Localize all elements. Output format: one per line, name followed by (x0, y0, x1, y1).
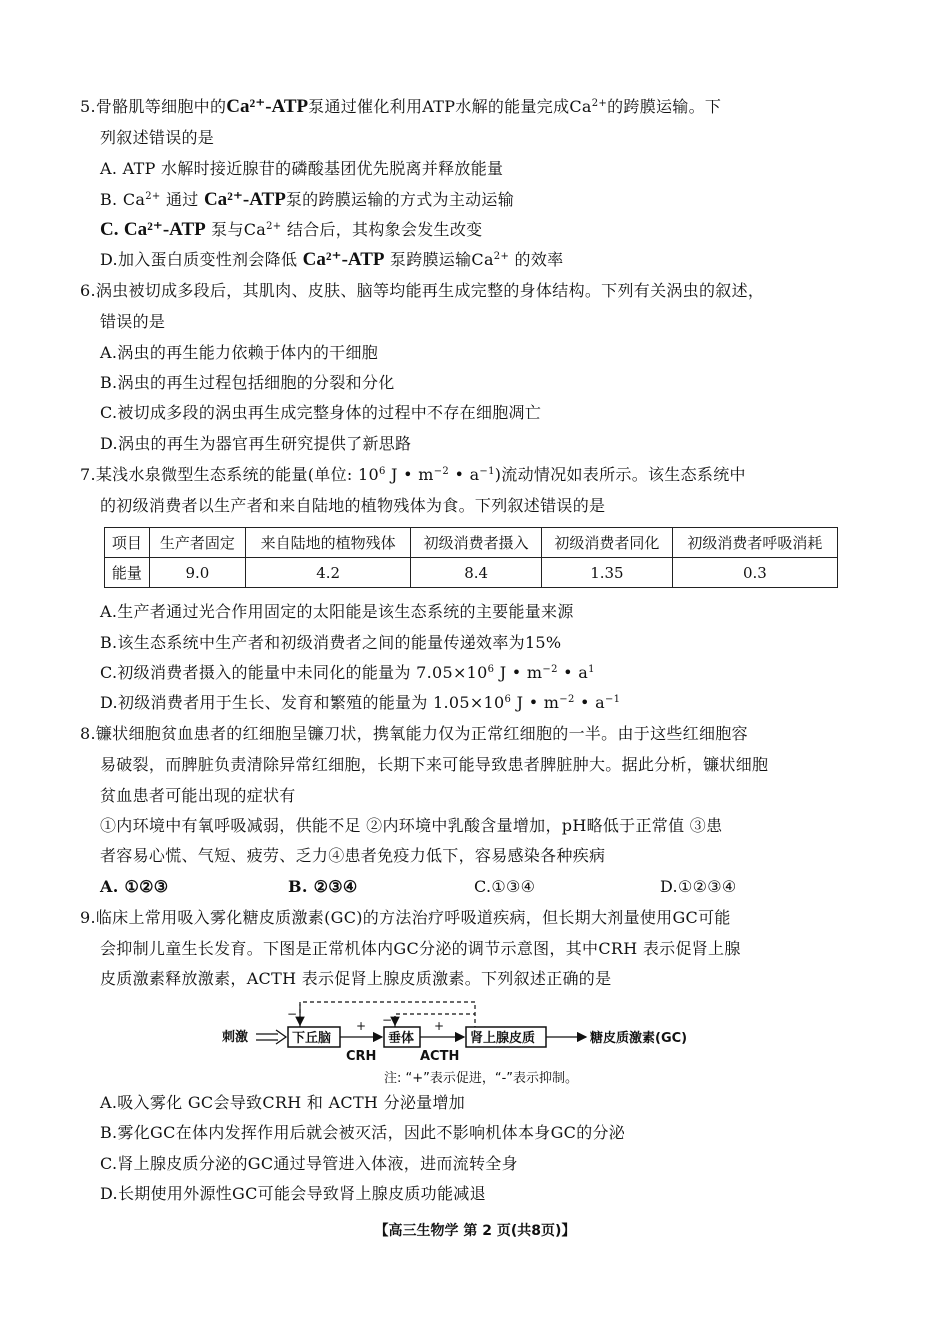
q6-option-a: A.涡虫的再生能力依赖于体内的干细胞 (100, 343, 379, 362)
q6-stem-line2: 错误的是 (100, 312, 166, 331)
q5-text: 的效率 (514, 250, 564, 269)
page-footer: 【高三生物学 第 2 页(共8页)】 (374, 1223, 576, 1239)
unit-text: • a (557, 663, 589, 682)
q5-stem-line2: 列叙述错误的是 (100, 128, 215, 147)
q8-option-c: C.①③④ (474, 877, 536, 896)
q8-stem-line4: ①内环境中有氧呼吸减弱，供能不足 ②内环境中乳酸含量增加，pH略低于正常值 ③患 (100, 816, 723, 835)
q7-text: D.初级消费者用于生长、发育和繁殖的能量为 1.05×10 (100, 693, 505, 712)
q9-stem-line1: 9.临床上常用吸入雾化糖皮质激素(GC)的方法治疗呼吸道疾病，但长期大剂量使用GC可能 (80, 908, 731, 927)
table-cell: 1.35 (542, 558, 673, 588)
q8-stem-line3: 贫血患者可能出现的症状有 (100, 786, 296, 805)
q7-text: C.初级消费者摄入的能量中未同化的能量为 7.05×10 (100, 663, 488, 682)
q5-option-b (100, 189, 514, 211)
q8-option-d: D.①②③④ (660, 877, 737, 896)
unit-text: J • m (494, 663, 543, 682)
q5-text: 的跨膜运输。下 (607, 97, 722, 116)
table-header-cell: 初级消费者摄入 (411, 528, 542, 558)
q5-text: 5.骨骼肌等细胞中的 (80, 97, 227, 116)
ca-atp-label: Ca²⁺-ATP (302, 249, 385, 270)
unit-text: J • m (385, 465, 434, 484)
ca-atp-label: Ca²⁺-ATP (123, 219, 206, 240)
minus-sign: − (382, 1013, 393, 1027)
q8-option-a: A. ①②③ (100, 877, 169, 896)
gc-label: 糖皮质激素(GC) (590, 1031, 688, 1046)
q7-option-a: A.生产者通过光合作用固定的太阳能是该生态系统的主要能量来源 (100, 602, 574, 621)
table-header-cell: 初级消费者同化 (542, 528, 673, 558)
q7-stem-line2: 的初级消费者以生产者和来自陆地的植物残体为食。下列叙述错误的是 (100, 496, 606, 515)
diagram-note: 注: “+”表示促进，“-”表示抑制。 (384, 1071, 579, 1086)
adrenal-cortex-label: 肾上腺皮质 (470, 1031, 536, 1046)
table-cell: 9.0 (149, 558, 245, 588)
q8-stem-line1: 8.镰状细胞贫血患者的红细胞呈镰刀状，携氧能力仅为正常红细胞的一半。由于这些红细胞容 (80, 724, 748, 743)
table-header-cell: 生产者固定 (149, 528, 245, 558)
q5-text: 结合后，其构象会发生改变 (286, 220, 483, 239)
hypothalamus-label: 下丘脑 (292, 1031, 332, 1046)
table-header-cell: 来自陆地的植物残体 (246, 528, 411, 558)
acth-label: ACTH (420, 1049, 460, 1064)
q5-text: 泵通过催化利用ATP水解的能量完成Ca (308, 97, 592, 116)
q6-stem-line1: 6.涡虫被切成多段后，其肌肉、皮肤、脑等均能再生成完整的身体结构。下列有关涡虫的叙述， (80, 281, 765, 300)
table-row (105, 558, 838, 588)
q6-option-d: D.涡虫的再生为器官再生研究提供了新思路 (100, 434, 412, 453)
unit-text: • a (449, 465, 480, 484)
energy-table (104, 527, 838, 588)
q5-text: 泵跨膜运输Ca (389, 250, 494, 269)
superscript: 2+ (493, 251, 510, 262)
ca-atp-label: Ca²⁺-ATP (226, 96, 309, 117)
table-cell: 8.4 (411, 558, 542, 588)
q5-text: 泵的跨膜运输的方式为主动运输 (285, 190, 515, 209)
q5-text: 泵与Ca (211, 220, 267, 239)
superscript: 6 (378, 466, 386, 477)
superscript: −2 (559, 694, 575, 705)
q9-option-a: A.吸入雾化 GC会导致CRH 和 ACTH 分泌量增加 (100, 1093, 466, 1112)
q5-stem-line1 (80, 96, 721, 118)
q5-text: 通过 (165, 190, 199, 209)
table-header-cell: 项目 (105, 528, 150, 558)
q8-option-b: B. ②③④ (288, 877, 358, 896)
table-cell: 能量 (105, 558, 150, 588)
q7-option-d (100, 692, 620, 714)
superscript: 2+ (266, 221, 282, 232)
superscript: 1 (588, 664, 595, 675)
table-header-cell: 初级消费者呼吸消耗 (672, 528, 837, 558)
unit-text: J • m (511, 693, 560, 712)
table-header-row (105, 528, 838, 558)
double-arrow-head (276, 1030, 286, 1044)
plus-sign: + (434, 1019, 445, 1033)
ca-atp-label: Ca²⁺-ATP (203, 189, 286, 210)
q5-text: C. (100, 219, 119, 240)
superscript: −2 (433, 466, 450, 477)
q8-stem-line5: 者容易心慌、气短、疲劳、乏力④患者免疫力低下，容易感染各种疾病 (100, 846, 606, 865)
superscript: −1 (605, 694, 621, 705)
superscript: 2+ (145, 191, 161, 202)
double-arrow-line (256, 1034, 278, 1040)
q7-text: 7.某浅水泉微型生态系统的能量(单位: 10 (80, 465, 379, 484)
stimulus-label: 刺激 (222, 1030, 249, 1045)
superscript: 6 (487, 664, 495, 675)
unit-text: • a (574, 693, 605, 712)
crh-label: CRH (346, 1049, 377, 1064)
q7-option-b: B.该生态系统中生产者和初级消费者之间的能量传递效率为15% (100, 633, 562, 652)
q7-stem-line1 (80, 464, 746, 486)
q5-option-c (100, 219, 482, 241)
q9-option-c: C.肾上腺皮质分泌的GC通过导管进入体液，进而流转全身 (100, 1154, 518, 1173)
table-cell: 0.3 (672, 558, 837, 588)
plus-sign: + (356, 1019, 367, 1033)
q9-option-b: B.雾化GC在体内发挥作用后就会被灭活，因此不影响机体本身GC的分泌 (100, 1123, 626, 1142)
q5-option-a: A. ATP 水解时接近腺苷的磷酸基团优先脱离并释放能量 (100, 159, 504, 178)
q6-option-c: C.被切成多段的涡虫再生成完整身体的过程中不存在细胞凋亡 (100, 403, 542, 422)
pituitary-label: 垂体 (388, 1031, 415, 1046)
q9-stem-line3: 皮质激素释放激素，ACTH 表示促肾上腺皮质激素。下列叙述正确的是 (100, 969, 612, 988)
q8-stem-line2: 易破裂，而脾脏负责清除异常红细胞，长期下来可能导致患者脾脏肿大。据此分析，镰状细胞 (100, 755, 769, 774)
q7-option-c (100, 662, 595, 684)
q7-text: )流动情况如表所示。该生态系统中 (494, 465, 746, 484)
q9-stem-line2: 会抑制儿童生长发育。下图是正常机体内GC分泌的调节示意图，其中CRH 表示促肾上腺 (100, 939, 741, 958)
q5-text: B. Ca (100, 190, 146, 209)
superscript: −2 (542, 664, 558, 675)
q9-option-d: D.长期使用外源性GC可能会导致肾上腺皮质功能减退 (100, 1184, 486, 1203)
q5-text: D.加入蛋白质变性剂会降低 (100, 250, 298, 269)
superscript: 6 (504, 694, 512, 705)
table-cell: 4.2 (246, 558, 411, 588)
minus-sign: − (287, 1007, 298, 1021)
q5-option-d (100, 249, 563, 271)
superscript: −1 (479, 466, 495, 477)
superscript: 2+ (591, 98, 608, 109)
q6-option-b: B.涡虫的再生过程包括细胞的分裂和分化 (100, 373, 395, 392)
